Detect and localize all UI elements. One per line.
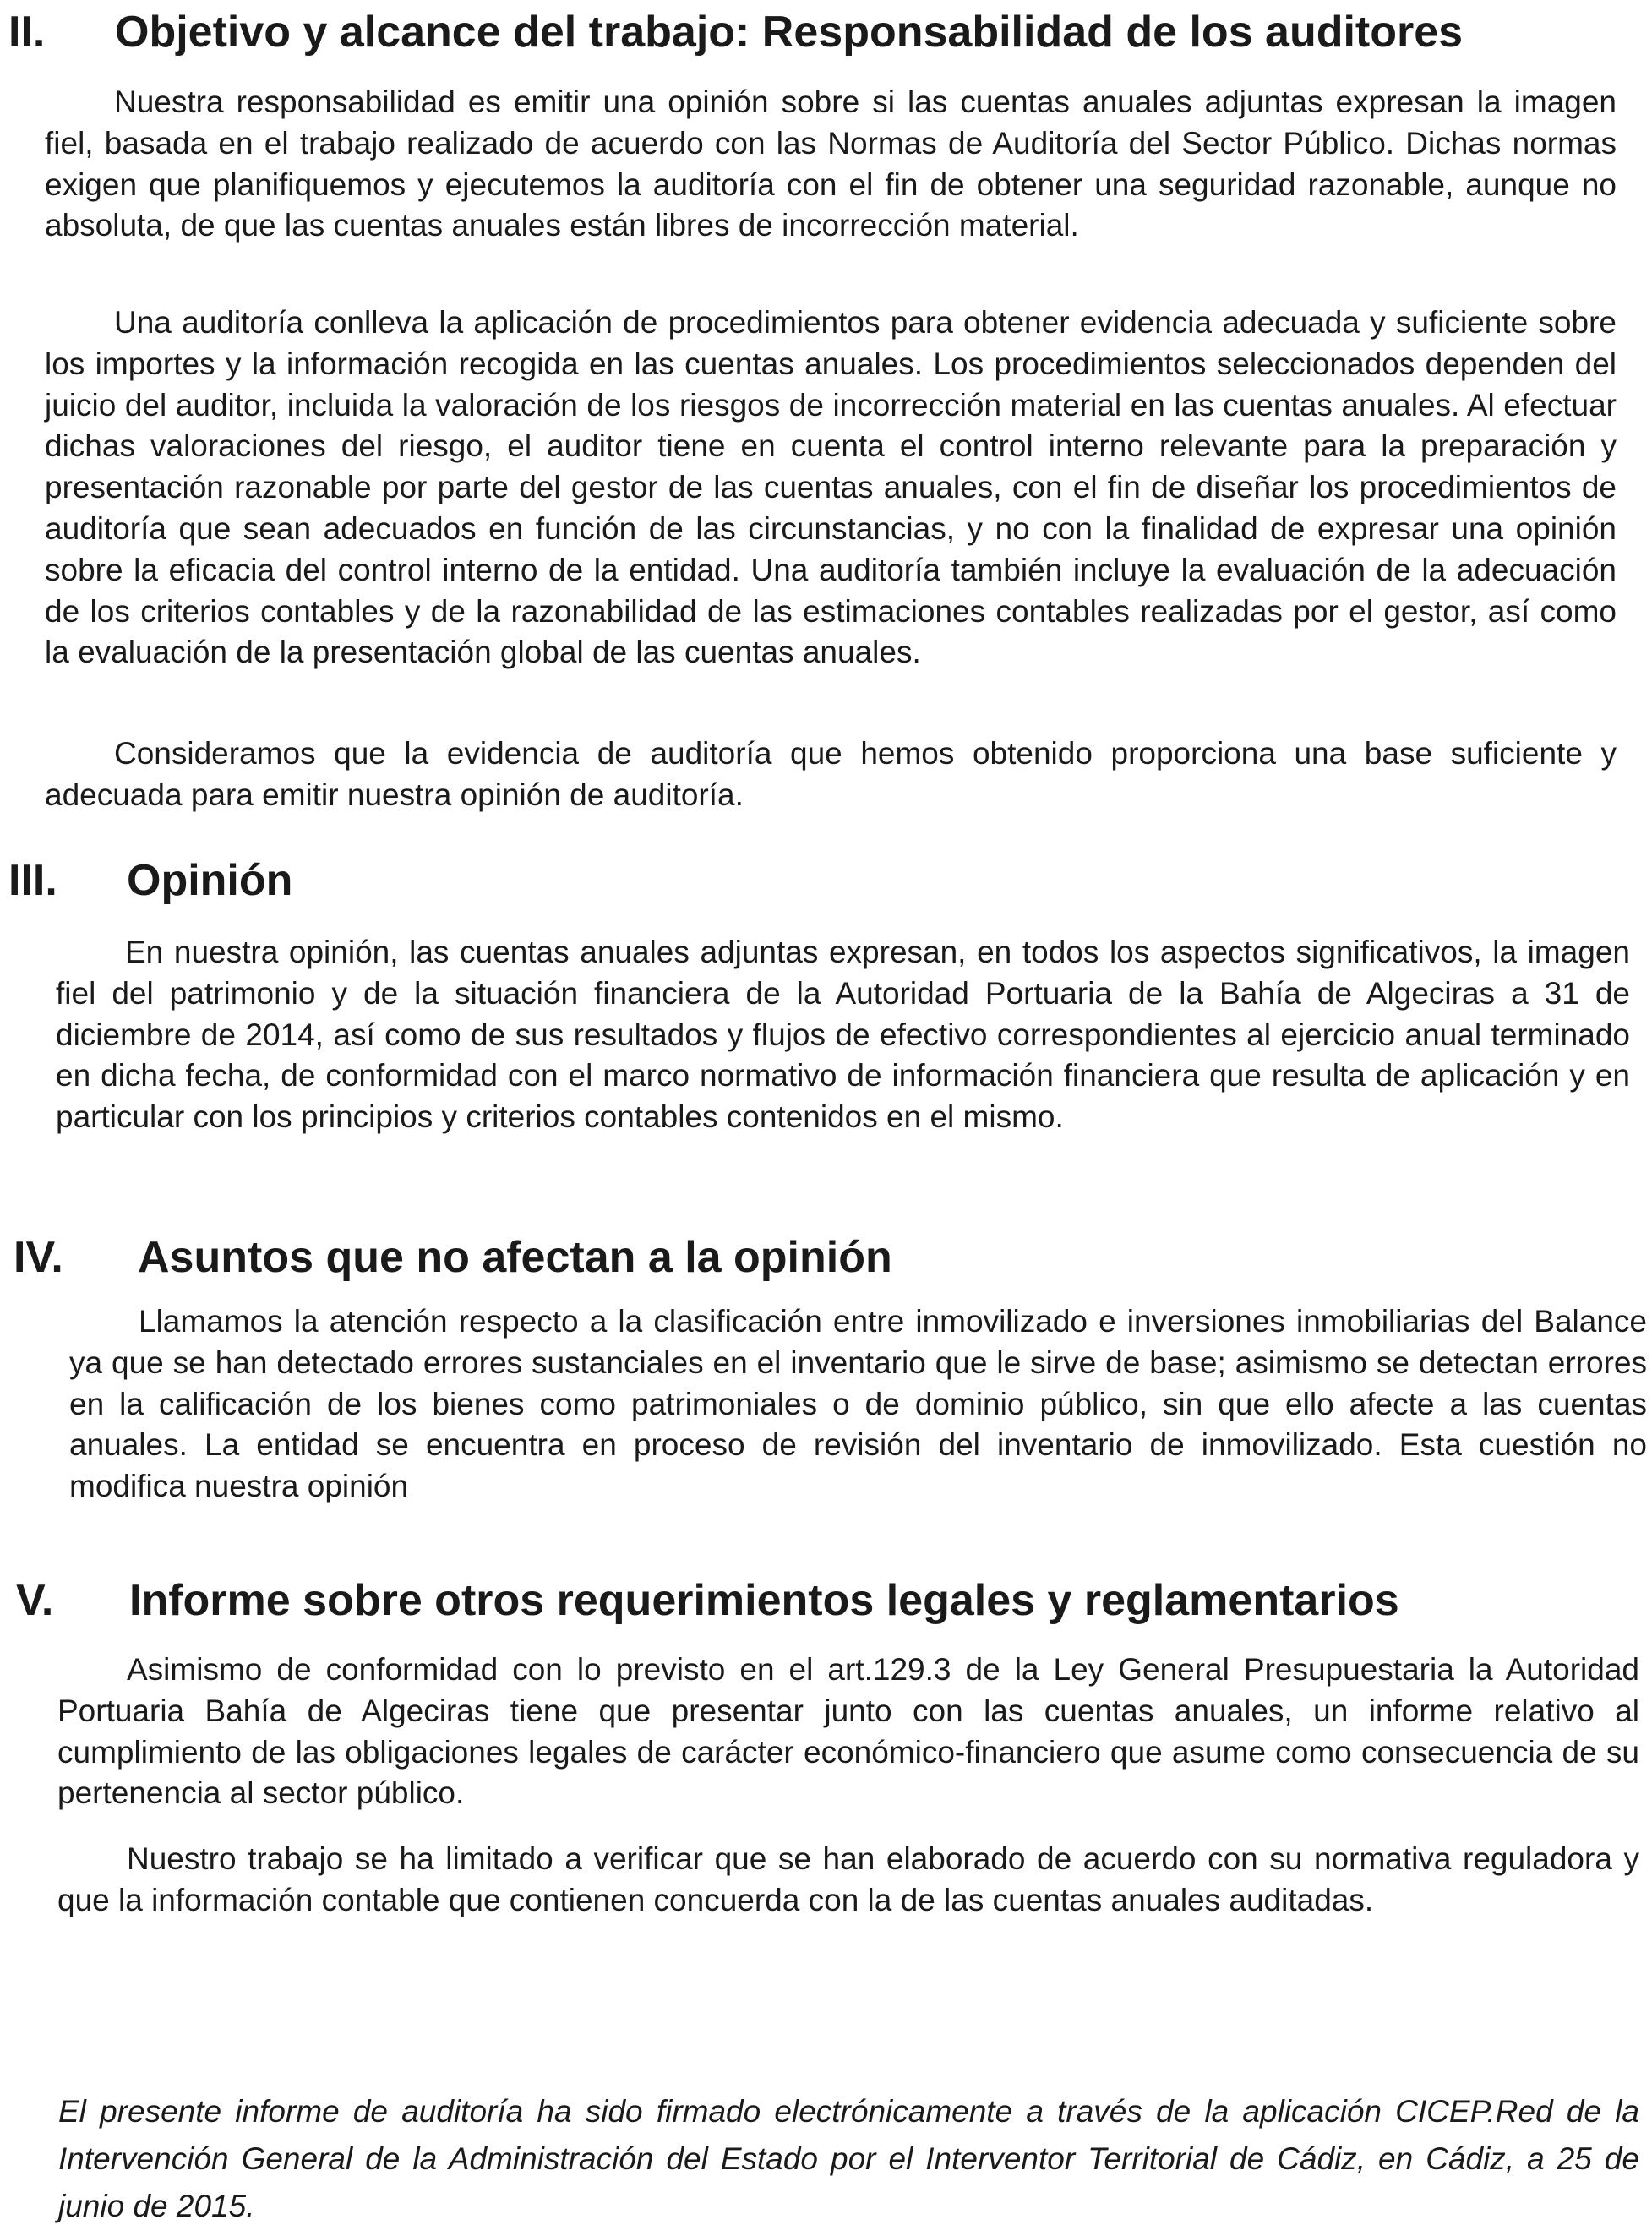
section-heading-v bbox=[16, 1575, 1399, 1626]
section-number: II. bbox=[8, 8, 46, 57]
paragraph: Consideramos que la evidencia de auditoría que hemos obtenido proporciona una base suficiente y adecuada para emitir nuestra opinión de auditoría. bbox=[45, 736, 1617, 812]
section-heading-ii bbox=[8, 7, 1463, 57]
section-number: V. bbox=[16, 1576, 54, 1625]
signature-note: El presente informe de auditoría ha sido firmado electrónicamente a través de la aplicación CICEP.Red de la Intervención General de la Administración del Estado por el Interventor Territorial de Cádiz, en Cádiz, a 25 de junio de 2015. bbox=[58, 2094, 1639, 2223]
paragraph: Nuestro trabajo se ha limitado a verificar que se han elaborado de acuerdo con su normativa reguladora y que la información contable que contienen concuerda con la de las cuentas anuales auditadas. bbox=[57, 1841, 1639, 1917]
section-heading-iv bbox=[14, 1232, 892, 1283]
section-title: Objetivo y alcance del trabajo: Responsabilidad de los auditores bbox=[115, 8, 1464, 57]
paragraph: Llamamos la atención respecto a la clasificación entre inmovilizado e inversiones inmobiliarias del Balance ya que se han detectado errores sustanciales en el inventario que le sirve de base; asimismo se detectan errores en la calificación de los bienes como patrimoniales o de dominio público, sin que ello afecte a las cuentas anuales. La entidad se encuentra en proceso de revisión del inventario de inmovilizado. Esta cuestión no modifica nuestra opinión bbox=[69, 1304, 1647, 1504]
paragraph: Nuestra responsabilidad es emitir una opinión sobre si las cuentas anuales adjuntas expresan la imagen fiel, basada en el trabajo realizado de acuerdo con las Normas de Auditoría del Sector Público. Dichas normas exigen que planifiquemos y ejecutemos la auditoría con el fin de obtener una seguridad razonable, aunque no absoluta, de que las cuentas anuales están libres de incorrección material. bbox=[45, 85, 1617, 243]
section-number: IV. bbox=[14, 1233, 63, 1282]
paragraph: En nuestra opinión, las cuentas anuales adjuntas expresan, en todos los aspectos significativos, la imagen fiel del patrimonio y de la situación financiera de la Autoridad Portuaria de la Bahía de Algeciras a 31 de diciembre de 2014, así como de sus resultados y flujos de efectivo correspondientes al ejercicio anual terminado en dicha fecha, de conformidad con el marco normativo de información financiera que resulta de aplicación y en particular con los principios y criterios contables contenidos en el mismo. bbox=[56, 935, 1630, 1135]
section-title: Asuntos que no afectan a la opinión bbox=[138, 1233, 892, 1282]
section-title: Informe sobre otros requerimientos legales y reglamentarios bbox=[129, 1576, 1399, 1625]
paragraph: Una auditoría conlleva la aplicación de procedimientos para obtener evidencia adecuada y suficiente sobre los importes y la información recogida en las cuentas anuales. Los procedimientos seleccionados dependen del juicio del auditor, incluida la valoración de los riesgos de incorrección material en las cuentas anuales. Al efectuar dichas valoraciones del riesgo, el auditor tiene en cuenta el control interno relevante para la preparación y presentación razonable por parte del gestor de las cuentas anuales, con el fin de diseñar los procedimientos de auditoría que sean adecuados en función de las circunstancias, y no con la finalidad de expresar una opinión sobre la eficacia del control interno de la entidad. Una auditoría también incluye la evaluación de la adecuación de los criterios contables y de la razonabilidad de las estimaciones contables realizadas por el gestor, así como la evaluación de la presentación global de las cuentas anuales. bbox=[45, 305, 1617, 670]
section-title: Opinión bbox=[127, 856, 293, 905]
paragraph: Asimismo de conformidad con lo previsto en el art.129.3 de la Ley General Presupuestaria la Autoridad Portuaria Bahía de Algeciras tiene que presentar junto con las cuentas anuales, un informe relativo al cumplimiento de las obligaciones legales de carácter económico-financiero que asume como consecuencia de su pertenencia al sector público. bbox=[57, 1652, 1639, 1811]
section-number: III. bbox=[8, 856, 57, 905]
section-heading-iii bbox=[8, 855, 292, 906]
